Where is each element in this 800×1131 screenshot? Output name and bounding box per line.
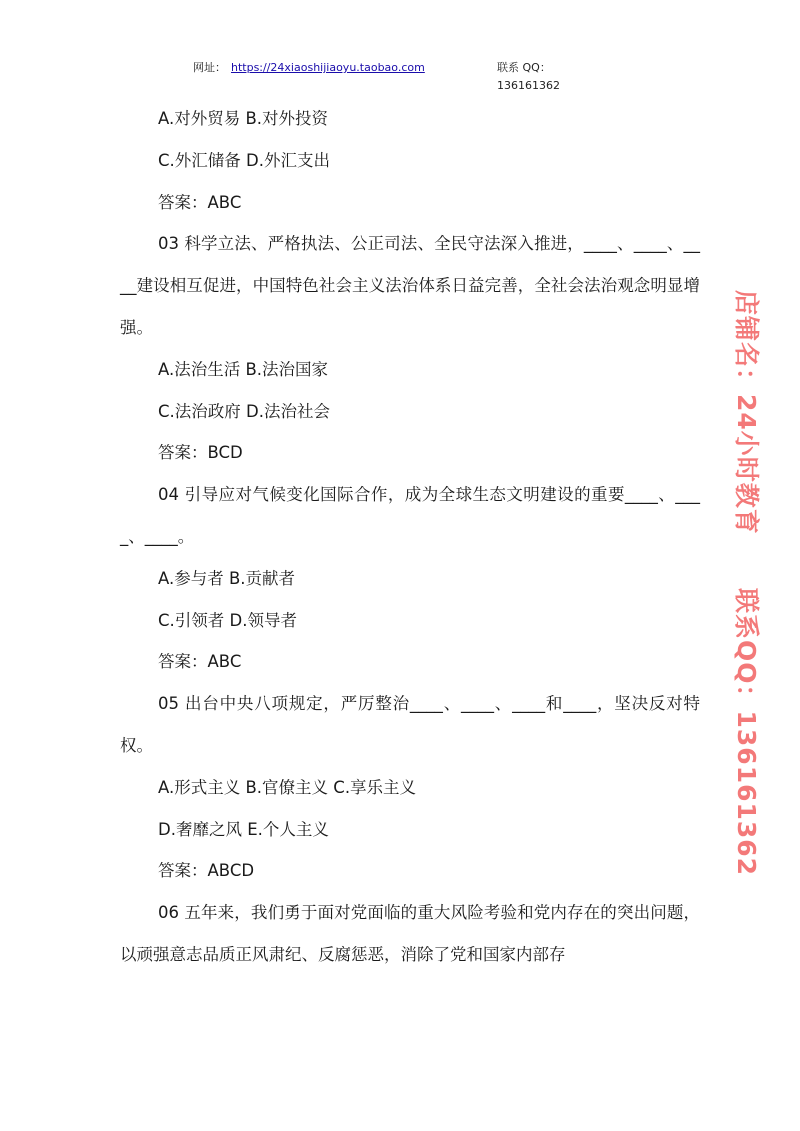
question-05: 05 出台中央八项规定，严厉整治____、____、____和____，坚决反对特权。 (120, 694, 700, 755)
page-header (193, 59, 613, 92)
answer-line: 答案：ABC (158, 192, 242, 212)
option-line: C.外汇储备 D.外汇支出 (158, 150, 330, 170)
url-label: 网址： (193, 61, 226, 74)
option-line: A.法治生活 B.法治国家 (158, 359, 329, 379)
question-04: 04 引导应对气候变化国际合作，成为全球生态文明建设的重要____、____、____。 (120, 485, 700, 546)
shop-name-watermark: 店铺名：24小时教育 (732, 290, 761, 535)
contact-qq: 联系 QQ：136161362 (497, 61, 560, 92)
option-line: D.奢靡之风 E.个人主义 (158, 819, 329, 839)
option-line: A.参与者 B.贡献者 (158, 568, 296, 588)
option-line: A.对外贸易 B.对外投资 (158, 109, 329, 128)
option-line: C.引领者 D.领导者 (158, 610, 297, 630)
question-03: 03 科学立法、严格执法、公正司法、全民守法深入推进，____、____、____建设相互促进，中国特色社会主义法治体系日益完善，全社会法治观念明显增强。 (120, 234, 700, 337)
answer-line: 答案：BCD (158, 443, 243, 463)
document-body (120, 98, 700, 976)
contact-qq-watermark: 联系QQ：136161362 (732, 588, 761, 877)
shop-url-link[interactable]: https://24xiaoshijiaoyu.taobao.com (231, 61, 425, 74)
option-line: C.法治政府 D.法治社会 (158, 401, 330, 421)
option-line: A.形式主义 B.官僚主义 C.享乐主义 (158, 777, 417, 797)
question-06: 06 五年来，我们勇于面对党面临的重大风险考验和党内存在的突出问题，以顽强意志品质正风肃纪、反腐惩恶，消除了党和国家内部存 (120, 903, 700, 964)
answer-line: 答案：ABCD (158, 861, 255, 881)
answer-line: 答案：ABC (158, 652, 242, 672)
